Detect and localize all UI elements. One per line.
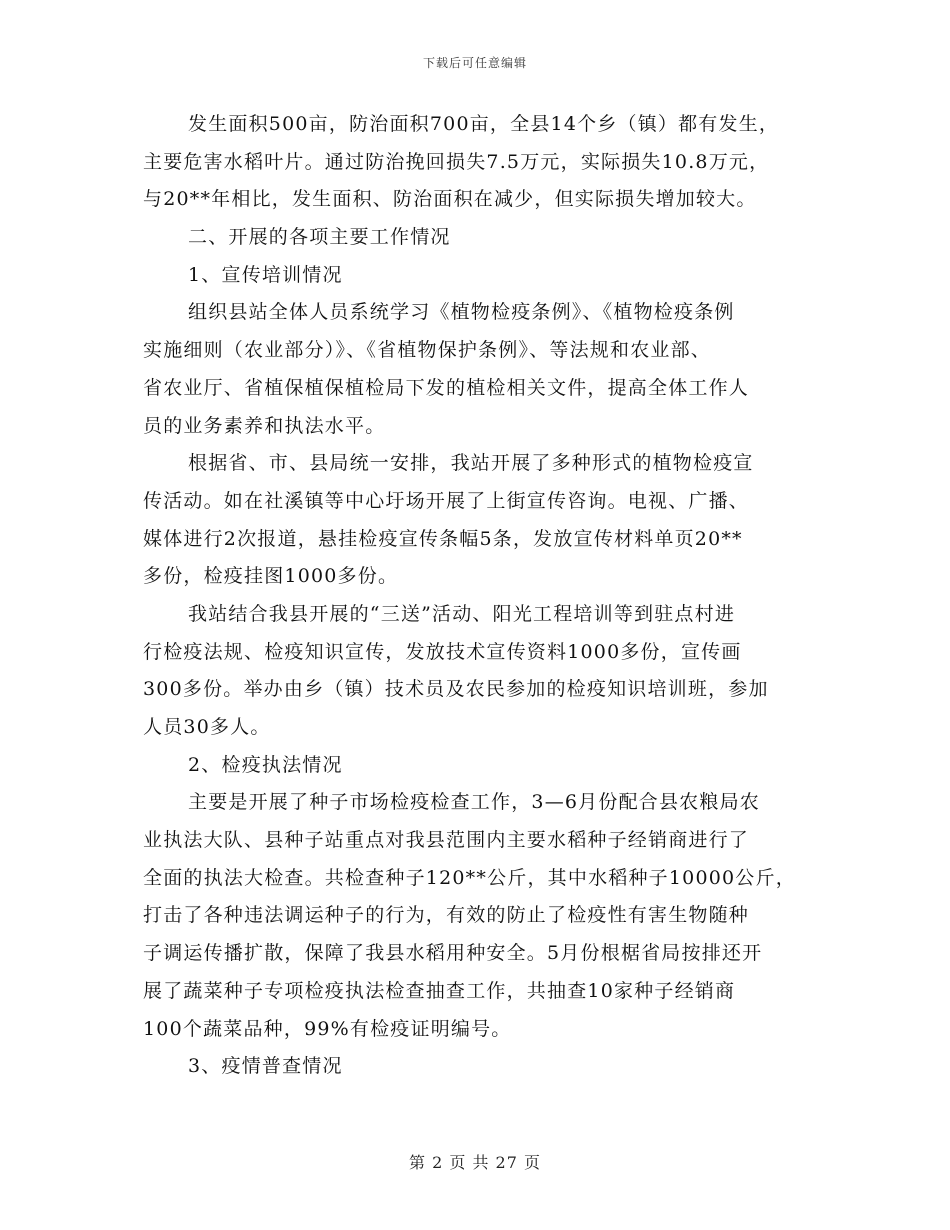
document-line: 3、疫情普查情况 bbox=[188, 1055, 343, 1078]
document-line: 主要危害水稻叶片。通过防治挽回损失7.5万元，实际损失10.8万元， bbox=[143, 150, 770, 173]
document-line: 打击了各种违法调运种子的行为，有效的防止了检疫性有害生物随种 bbox=[143, 904, 750, 927]
document-line: 我站结合我县开展的“三送”活动、阳光工程培训等到驻点村进 bbox=[188, 602, 736, 625]
document-line: 全面的执法大检查。共检查种子120**公斤，其中水稻种子10000公斤， bbox=[143, 866, 796, 889]
document-line: 组织县站全体人员系统学习《植物检疫条例》、《植物检疫条例 bbox=[188, 301, 735, 324]
document-line: 1、宣传培训情况 bbox=[188, 263, 343, 286]
document-line: 媒体进行2次报道，悬挂检疫宣传条幅5条，发放宣传材料单页20** bbox=[143, 527, 743, 550]
document-line: 人员30多人。 bbox=[143, 716, 271, 738]
document-line: 300多份。举办由乡（镇）技术员及农民参加的检疫知识培训班，参加 bbox=[143, 678, 769, 701]
page-footer: 第 2 页 共 27 页 bbox=[409, 1153, 541, 1172]
document-line: 省农业厅、省植保植保植检局下发的植检相关文件，提高全体工作人 bbox=[143, 376, 750, 399]
document-line: 根据省、市、县局统一安排，我站开展了多种形式的植物检疫宣 bbox=[188, 452, 754, 475]
document-line: 多份，检疫挂图1000多份。 bbox=[143, 565, 399, 588]
document-body bbox=[143, 106, 823, 1086]
document-line: 员的业务素养和执法水平。 bbox=[143, 414, 386, 437]
document-line: 传活动。如在社溪镇等中心圩场开展了上街宣传咨询。电视、广播、 bbox=[143, 489, 750, 512]
document-line: 业执法大队、县种子站重点对我县范围内主要水稻种子经销商进行了 bbox=[143, 829, 750, 852]
document-line: 实施细则（农业部分）》、《省植物保护条例》、等法规和农业部、 bbox=[143, 339, 712, 362]
header-note: 下载后可任意编辑 bbox=[422, 56, 527, 70]
document-line: 100个蔬菜品种，99%有检疫证明编号。 bbox=[143, 1017, 512, 1040]
document-line: 子调运传播扩散，保障了我县水稻用种安全。5月份根椐省局按排还开 bbox=[143, 942, 763, 965]
document-line: 与20**年相比，发生面积、防治面积在减少，但实际损失增加较大。 bbox=[143, 188, 757, 211]
document-line: 展了蔬菜种子专项检疫执法检查抽查工作，共抽查10家种子经销商 bbox=[143, 979, 736, 1002]
document-line: 主要是开展了种子市场检疫检查工作，3—6月份配合县农粮局农 bbox=[188, 791, 760, 814]
document-line: 发生面积500亩，防治面积700亩，全县14个乡（镇）都有发生， bbox=[188, 113, 780, 135]
document-line: 行检疫法规、检疫知识宣传，发放技术宣传资料1000多份，宣传画 bbox=[143, 640, 742, 663]
document-line: 二、开展的各项主要工作情况 bbox=[188, 226, 451, 249]
document-line: 2、检疫执法情况 bbox=[188, 753, 343, 776]
